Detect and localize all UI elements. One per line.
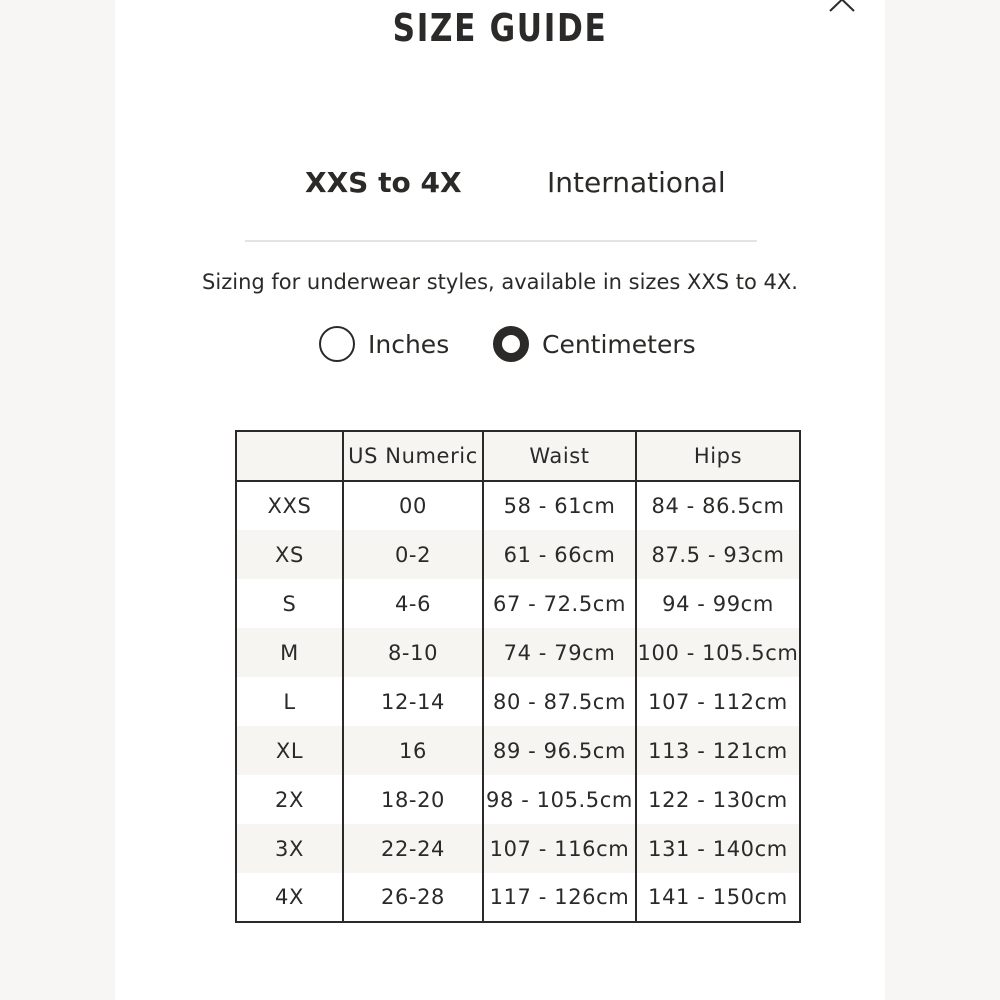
hips-cell: 131 - 140cm — [636, 824, 800, 873]
table-row — [236, 530, 800, 579]
size-cell: 3X — [236, 824, 343, 873]
tab-xxs-to-4x[interactable]: XXS to 4X — [305, 166, 462, 199]
waist-cell: 98 - 105.5cm — [483, 775, 636, 824]
us-numeric-cell: 18-20 — [343, 775, 483, 824]
size-cell: L — [236, 677, 343, 726]
table-row — [236, 873, 800, 922]
size-cell: S — [236, 579, 343, 628]
waist-cell: 117 - 126cm — [483, 873, 636, 922]
hips-cell: 87.5 - 93cm — [636, 530, 800, 579]
size-cell: 4X — [236, 873, 343, 922]
table-row — [236, 775, 800, 824]
us-numeric-cell: 22-24 — [343, 824, 483, 873]
header-hips: Hips — [636, 431, 800, 481]
header-us-numeric: US Numeric — [343, 431, 483, 481]
hips-cell: 141 - 150cm — [636, 873, 800, 922]
size-tabs — [0, 166, 1000, 206]
waist-cell: 58 - 61cm — [483, 481, 636, 530]
table-row — [236, 481, 800, 530]
header-waist: Waist — [483, 431, 636, 481]
size-cell: M — [236, 628, 343, 677]
inches-radio[interactable] — [319, 326, 355, 362]
us-numeric-cell: 12-14 — [343, 677, 483, 726]
table-row — [236, 677, 800, 726]
hips-cell: 84 - 86.5cm — [636, 481, 800, 530]
close-button[interactable] — [826, 0, 860, 12]
waist-cell: 89 - 96.5cm — [483, 726, 636, 775]
waist-cell: 74 - 79cm — [483, 628, 636, 677]
sizing-description: Sizing for underwear styles, available in sizes XXS to 4X. — [202, 270, 798, 294]
waist-cell: 80 - 87.5cm — [483, 677, 636, 726]
header-size — [236, 431, 343, 481]
centimeters-label: Centimeters — [542, 329, 696, 359]
waist-cell: 61 - 66cm — [483, 530, 636, 579]
waist-cell: 67 - 72.5cm — [483, 579, 636, 628]
close-icon — [826, 0, 860, 12]
hips-cell: 107 - 112cm — [636, 677, 800, 726]
inches-label: Inches — [368, 329, 450, 359]
us-numeric-cell: 4-6 — [343, 579, 483, 628]
size-cell: XL — [236, 726, 343, 775]
us-numeric-cell: 16 — [343, 726, 483, 775]
us-numeric-cell: 8-10 — [343, 628, 483, 677]
tab-divider — [245, 240, 757, 242]
waist-cell: 107 - 116cm — [483, 824, 636, 873]
us-numeric-cell: 26-28 — [343, 873, 483, 922]
unit-option-inches[interactable] — [319, 325, 449, 363]
us-numeric-cell: 00 — [343, 481, 483, 530]
table-row — [236, 726, 800, 775]
hips-cell: 122 - 130cm — [636, 775, 800, 824]
table-header-row — [236, 431, 800, 481]
hips-cell: 100 - 105.5cm — [636, 628, 800, 677]
table-row — [236, 824, 800, 873]
size-cell: XS — [236, 530, 343, 579]
page-title: SIZE GUIDE — [392, 6, 608, 50]
tab-international[interactable]: International — [547, 166, 726, 199]
unit-option-centimeters[interactable] — [493, 325, 696, 363]
size-cell: XXS — [236, 481, 343, 530]
hips-cell: 94 - 99cm — [636, 579, 800, 628]
table-row — [236, 579, 800, 628]
centimeters-radio[interactable] — [493, 326, 529, 362]
size-cell: 2X — [236, 775, 343, 824]
table-row — [236, 628, 800, 677]
us-numeric-cell: 0-2 — [343, 530, 483, 579]
size-table — [235, 430, 801, 923]
hips-cell: 113 - 121cm — [636, 726, 800, 775]
